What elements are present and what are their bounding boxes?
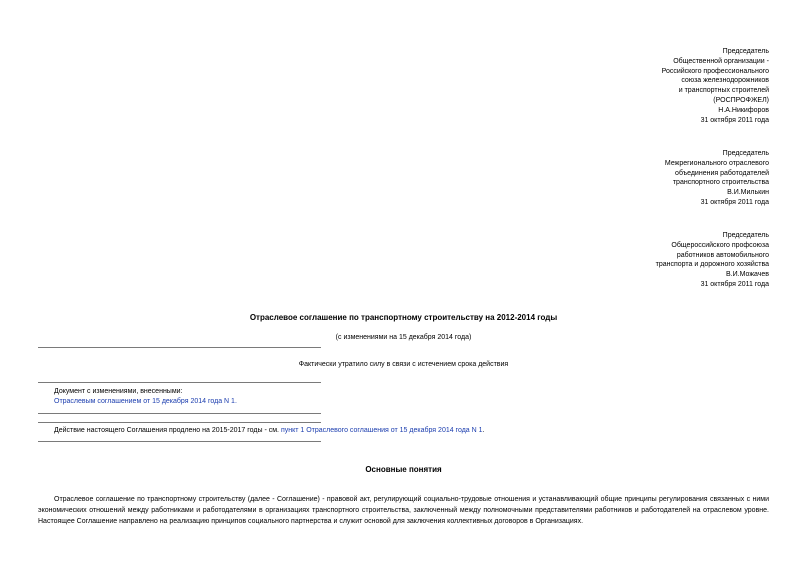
document-changes-link[interactable]: Отраслевым соглашением от 15 декабря 2014 года N 1. bbox=[54, 397, 237, 405]
prolongation-tail: . bbox=[482, 427, 485, 434]
divider bbox=[38, 347, 321, 348]
divider bbox=[38, 382, 321, 383]
prolongation-note bbox=[54, 426, 484, 436]
signature-date: 31 октября 2011 года bbox=[700, 198, 769, 206]
document-changes-label: Документ с изменениями, внесенными: bbox=[54, 388, 183, 395]
signature-name: Н.А.Никифоров bbox=[718, 106, 769, 114]
document-changes bbox=[54, 387, 237, 407]
document-title: Отраслевое соглашение по транспортному строительству на 2012-2014 годы bbox=[249, 313, 558, 322]
signature-line: транспортного строительства bbox=[672, 179, 769, 187]
signature-line: объединения работодателей bbox=[675, 169, 769, 177]
signature-block-auto-union bbox=[656, 231, 769, 290]
body-paragraph: Отраслевое соглашение по транспортному строительству (далее - Соглашение) - правовой акт, регулирующий социально-трудовые отношения и устанавливающий общие принципы регулирования связанных с ними экономических отношений между работниками и работодателями в организациях транспортного строительства, заключенный между полномочными представителями работников и работодателей на отраслевом уровне. Настоящее Соглашение направлено на реализацию принципов социального партнерства и служит основой для заключения коллективных договоров в Организациях. bbox=[38, 496, 769, 526]
changes-note: (с изменениями на 15 декабря 2014 года) bbox=[335, 334, 472, 341]
signature-line: Председатель bbox=[722, 150, 769, 157]
signature-date: 31 октября 2011 года bbox=[700, 116, 769, 124]
expired-note: Фактически утратило силу в связи с истечением срока действия bbox=[298, 361, 509, 368]
signature-line: (РОСПРОФЖЕЛ) bbox=[713, 96, 769, 104]
signature-line: и транспортных строителей bbox=[678, 87, 769, 95]
signature-line: Межрегионального отраслевого bbox=[664, 159, 769, 167]
signature-line: союза железнодорожников bbox=[681, 77, 769, 85]
signature-line: Общероссийского профсоюза bbox=[671, 241, 769, 249]
signature-line: работников автомобильного bbox=[676, 251, 769, 259]
signature-line: Председатель bbox=[722, 232, 769, 239]
signature-name: В.И.Можачев bbox=[726, 271, 769, 279]
signature-line: транспорта и дорожного хозяйства bbox=[655, 261, 769, 269]
divider bbox=[38, 413, 321, 414]
signature-name: В.И.Милькин bbox=[727, 189, 769, 197]
divider bbox=[38, 422, 321, 423]
prolongation-text: Действие настоящего Соглашения продлено на 2015-2017 годы - см. bbox=[54, 427, 281, 434]
signature-date: 31 октября 2011 года bbox=[700, 280, 769, 288]
prolongation-link[interactable]: пункт 1 Отраслевого соглашения от 15 декабря 2014 года N 1 bbox=[280, 427, 483, 434]
signature-line: Общественной организации - bbox=[673, 57, 769, 65]
section-title: Основные понятия bbox=[365, 465, 442, 474]
signature-block-rosprofzhel bbox=[662, 47, 769, 125]
signature-block-employers bbox=[665, 149, 769, 208]
divider bbox=[38, 441, 321, 442]
signature-line: Российского профессионального bbox=[661, 67, 769, 75]
signature-line: Председатель bbox=[722, 48, 769, 55]
